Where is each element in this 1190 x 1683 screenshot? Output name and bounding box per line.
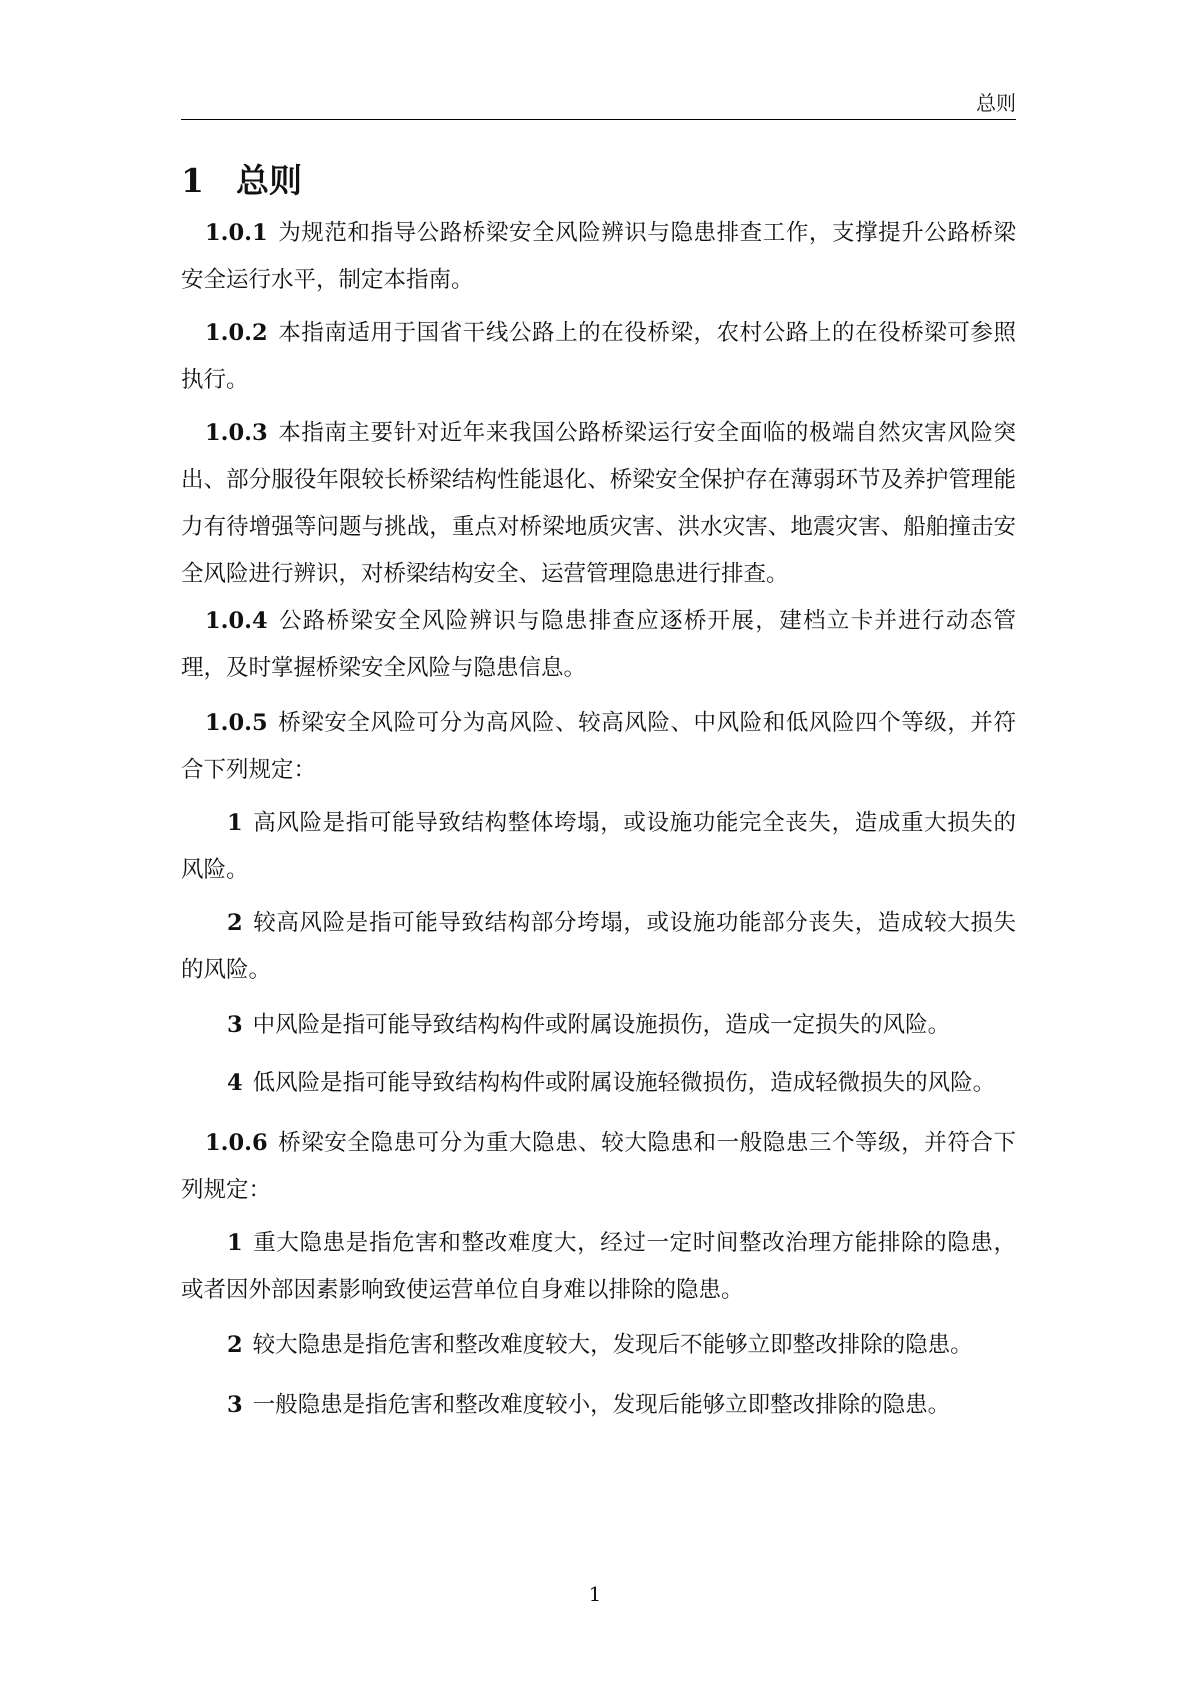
clause-text: 本指南适用于国省干线公路上的在役桥梁，农村公路上的在役桥梁可参照执行。 (181, 320, 1016, 393)
item-number: 3 (227, 1392, 243, 1418)
item-text: 高风险是指可能导致结构整体垮塌，或设施功能完全丧失，造成重大损失的风险。 (181, 810, 1016, 883)
chapter-title: 总则 (236, 161, 302, 200)
clause-text: 桥梁安全风险可分为高风险、较高风险、中风险和低风险四个等级，并符合下列规定： (181, 710, 1016, 783)
chapter-heading (181, 155, 302, 202)
clause-number: 1.0.2 (205, 320, 268, 346)
clause-text: 公路桥梁安全风险辨识与隐患排查应逐桥开展，建档立卡并进行动态管理，及时掌握桥梁安全风险与隐患信息。 (181, 608, 1016, 681)
risk-item-4 (181, 1060, 1016, 1107)
item-number: 1 (227, 810, 243, 836)
hazard-item-1 (181, 1220, 1016, 1314)
risk-item-1 (181, 800, 1016, 894)
header-title: 总则 (976, 91, 1016, 115)
item-number: 2 (227, 910, 243, 936)
clause-1-0-2 (181, 310, 1016, 404)
clause-number: 1.0.3 (205, 420, 268, 446)
risk-item-3 (181, 1002, 1016, 1049)
item-text: 中风险是指可能导致结构构件或附属设施损伤，造成一定损失的风险。 (252, 1012, 951, 1038)
risk-item-2 (181, 900, 1016, 994)
item-number: 4 (227, 1070, 243, 1096)
clause-number: 1.0.6 (205, 1130, 268, 1156)
item-text: 较大隐患是指危害和整改难度较大，发现后不能够立即整改排除的隐患。 (252, 1332, 973, 1358)
hazard-item-2 (181, 1322, 1016, 1369)
clause-1-0-4 (181, 598, 1016, 692)
clause-number: 1.0.4 (205, 608, 268, 634)
page-header (181, 85, 1016, 120)
item-number: 1 (227, 1230, 243, 1256)
clause-1-0-5 (181, 700, 1016, 794)
item-number: 2 (227, 1332, 243, 1358)
clause-number: 1.0.1 (205, 220, 268, 246)
clause-text: 为规范和指导公路桥梁安全风险辨识与隐患排查工作，支撑提升公路桥梁安全运行水平，制定本指南。 (181, 220, 1016, 293)
item-text: 较高风险是指可能导致结构部分垮塌，或设施功能部分丧失，造成较大损失的风险。 (181, 910, 1016, 983)
clause-1-0-3 (181, 410, 1016, 598)
item-text: 一般隐患是指危害和整改难度较小，发现后能够立即整改排除的隐患。 (252, 1392, 951, 1418)
hazard-item-3 (181, 1382, 1016, 1429)
page-number: 1 (588, 1582, 602, 1606)
item-text: 重大隐患是指危害和整改难度大，经过一定时间整改治理方能排除的隐患，或者因外部因素影响致使运营单位自身难以排除的隐患。 (181, 1230, 1016, 1303)
clause-number: 1.0.5 (205, 710, 268, 736)
clause-text: 本指南主要针对近年来我国公路桥梁运行安全面临的极端自然灾害风险突出、部分服役年限较长桥梁结构性能退化、桥梁安全保护存在薄弱环节及养护管理能力有待增强等问题与挑战，重点对桥梁地质灾害、洪水灾害、地震灾害、船舶撞击安全风险进行辨识，对桥梁结构安全、运营管理隐患进行排查。 (181, 420, 1016, 587)
clause-1-0-6 (181, 1120, 1016, 1214)
item-number: 3 (227, 1012, 243, 1038)
item-text: 低风险是指可能导致结构构件或附属设施轻微损伤，造成轻微损失的风险。 (252, 1070, 996, 1096)
chapter-number: 1 (181, 161, 204, 200)
clause-text: 桥梁安全隐患可分为重大隐患、较大隐患和一般隐患三个等级，并符合下列规定： (181, 1130, 1016, 1203)
clause-1-0-1 (181, 210, 1016, 304)
